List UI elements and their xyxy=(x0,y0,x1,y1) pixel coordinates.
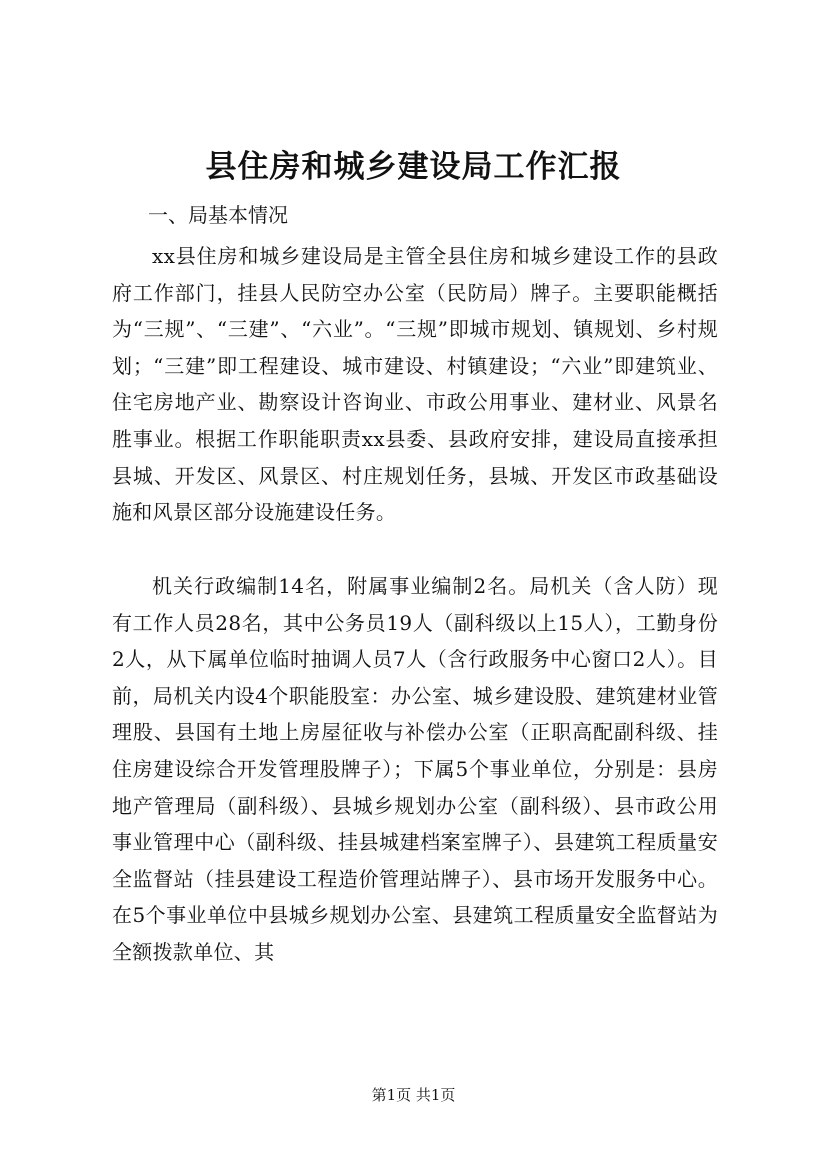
body-paragraph-1: xx县住房和城乡建设局是主管全县住房和城乡建设工作的县政府工作部门，挂县人民防空办公室（民防局）牌子。主要职能概括为“三规”、“三建”、“六业”。“三规”即城市规划、镇规划、乡村规划；“三建”即工程建设、城市建设、村镇建设；“六业”即建筑业、住宅房地产业、勘察设计咨询业、市政公用事业、建材业、风景名胜事业。根据工作职能职责xx县委、县政府安排，建设局直接承担县城、开发区、风景区、村庄规划任务，县城、开发区市政基础设施和风景区部分设施建设任务。 xyxy=(112,244,718,525)
document-title: 县住房和城乡建设局工作汇报 xyxy=(205,149,622,185)
section-heading: 一、局基本情况 xyxy=(148,203,288,227)
page-number-footer: 第1页 共1页 xyxy=(371,1086,456,1104)
body-paragraph-2: 机关行政编制14名，附属事业编制2名。局机关（含人防）现有工作人员28名，其中公务员19人（副科级以上15人），工勤身份2人，从下属单位临时抽调人员7人（含行政服务中心窗口2人）。目前，局机关内设4个职能股室：办公室、城乡建设股、建筑建材业管理股、县国有土地上房屋征收与补偿办公室（正职高配副科级、挂住房建设综合开发管理股牌子）；下属5个事业单位，分别是：县房地产管理局（副科级）、县城乡规划办公室（副科级）、县市政公用事业管理中心（副科级、挂县城建档案室牌子）、县建筑工程质量安全监督站（挂县建设工程造价管理站牌子）、县市场开发服务中心。在5个事业单位中县城乡规划办公室、县建筑工程质量安全监督站为全额拨款单位、其 xyxy=(112,574,718,964)
